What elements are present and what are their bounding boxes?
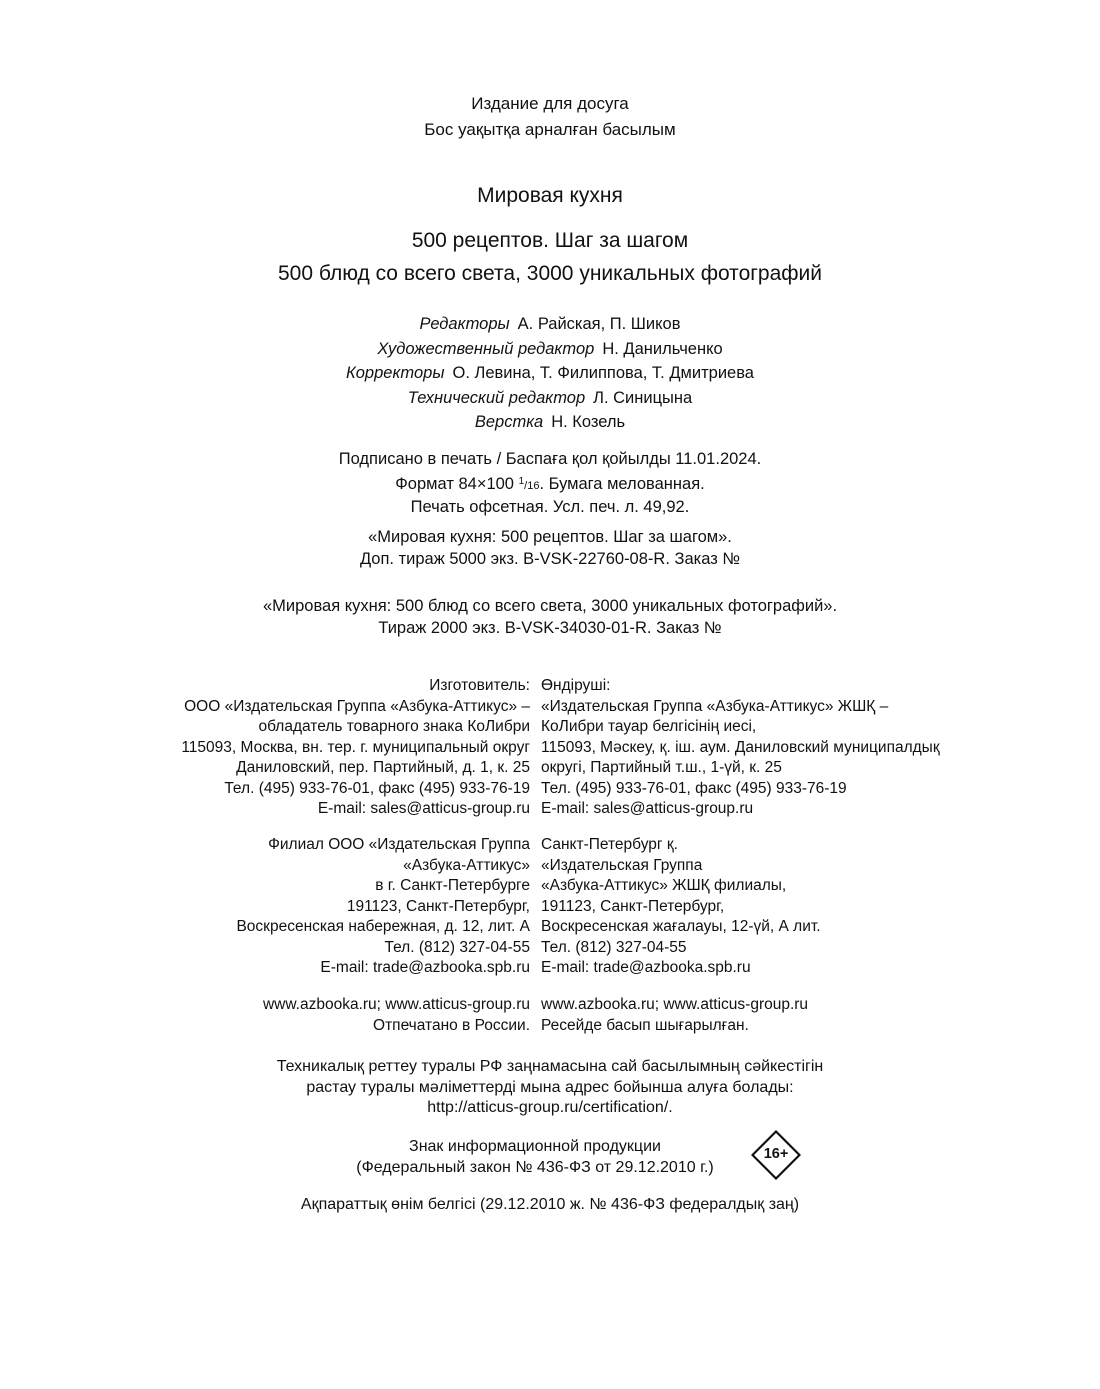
format-suffix: . Бумага мелованная. [539,474,705,493]
branch-ru-line: Филиал ООО «Издательская Группа [268,836,530,853]
header-line-2: Бос уақытқа арналған басылым [424,120,676,139]
credit-role: Верстка [474,413,544,431]
edition-2 [0,596,1100,639]
manufacturer-kz-email: E-mail: sales@atticus-group.ru [541,800,754,817]
manufacturer-ru-line: Даниловский, пер. Партийный, д. 1, к. 25 [236,759,530,776]
credit-role: Редакторы [419,315,510,333]
age-rating-label: 16+ [763,1146,789,1162]
branch-ru-line: Воскресенская набережная, д. 12, лит. А [236,918,530,935]
manufacturer-ru-line: 115093, Москва, вн. тер. г. муниципальный округ [181,738,530,756]
age-rating-badge [751,1130,801,1180]
branch-kz-line: «Издательская Группа [541,856,703,874]
manufacturer-kz-line: Өндіруші: [541,677,611,694]
kz-info-sign: Ақпараттық өнім белгісі (29.12.2010 ж. № 436-ФЗ федералдық заң) [300,1196,800,1213]
branch-ru-line: в г. Санкт-Петербурге [375,877,530,894]
format-fraction-num: 1 [518,475,525,487]
manufacturer-kz [541,676,940,820]
manufacturer-kz-line: 115093, Мәскеу, қ. іш. аум. Даниловский муниципалдық [541,738,940,756]
credit-row-editors [0,314,1100,339]
credits-block [0,314,1100,437]
manufacturer-ru-line: Тел. (495) 933-76-01, факс (495) 933-76-19 [224,779,530,797]
edition-1-run: Доп. тираж 5000 экз. B-VSK-22760-08-R. Заказ № [359,549,741,568]
credit-name: Н. Козель [551,413,626,431]
credit-row-layout [0,412,1100,437]
print-format-line [0,471,1100,498]
web-ru-printed: Отпечатано в России. [373,1016,530,1034]
branch-ru-line: «Азбука-Аттикус» [403,856,530,874]
branch-kz-line: 191123, Санкт-Петербург, [541,897,725,915]
branch-ru [236,835,530,979]
book-subtitle-1: 500 рецептов. Шаг за шагом [411,229,689,252]
branch-ru-line: 191123, Санкт-Петербург, [346,897,530,915]
branch-kz-line: Тел. (812) 327-04-55 [541,938,687,956]
credit-role: Художественный редактор [377,339,595,358]
info-sign-line-1: Знак информационной продукции [409,1138,661,1155]
credit-role: Корректоры [346,364,445,382]
print-method-line: Печать офсетная. Усл. печ. л. 49,92. [410,498,690,516]
certification-block [0,1057,1100,1119]
credit-role: Технический редактор [407,388,586,407]
branch-kz-line: «Азбука-Аттикус» ЖШҚ филиалы, [541,877,787,894]
web-ru [263,995,530,1036]
manufacturer-kz-line: Тел. (495) 933-76-01, факс (495) 933-76-19 [541,779,847,797]
manufacturer-kz-line: округі, Партийный т.ш., 1-үй, к. 25 [541,759,782,776]
edition-1 [0,527,1100,570]
web-kz [541,995,808,1036]
certification-line-1: Техникалық реттеу туралы РФ заңнамасына сай басылымның сәйкестігін [276,1058,824,1075]
print-signed-line: Подписано в печать / Баспаға қол қойылды 11.01.2024. [338,450,762,468]
credit-row-art-editor [0,339,1100,364]
book-subtitle-2: 500 блюд со всего света, 3000 уникальных фотографий [277,262,823,285]
edition-2-run: Тираж 2000 экз. B-VSK-34030-01-R. Заказ № [378,618,722,637]
credit-name: Л. Синицына [593,388,693,407]
branch-ru-line: Тел. (812) 327-04-55 [384,938,530,956]
certification-url: http://atticus-group.ru/certification/. [427,1099,673,1116]
manufacturer-ru [181,676,530,820]
edition-1-title: «Мировая кухня: 500 рецептов. Шаг за шагом». [368,528,732,546]
format-fraction-den: /16 [524,479,540,492]
print-info [0,449,1100,519]
credit-name: Н. Данильченко [602,339,723,358]
branch-kz-line: Воскресенская жағалауы, 12-үй, А лит. [541,918,821,935]
header-line-1: Издание для досуга [471,94,629,113]
credit-row-tech-editor [0,388,1100,413]
manufacturer-kz-line: «Издательская Группа «Азбука-Аттикус» ЖШҚ – [541,697,889,715]
web-ru-sites: www.azbooka.ru; www.atticus-group.ru [262,996,530,1013]
manufacturer-ru-email: E-mail: sales@atticus-group.ru [317,800,530,817]
web-kz-sites: www.azbooka.ru; www.atticus-group.ru [541,996,809,1013]
credit-name: О. Левина, Т. Филиппова, Т. Дмитриева [452,364,754,382]
branch-kz-email: E-mail: trade@azbooka.spb.ru [541,959,751,976]
branch-ru-email: E-mail: trade@azbooka.spb.ru [320,959,530,976]
manufacturer-ru-line: Изготовитель: [429,677,530,694]
info-sign-line-2: (Федеральный закон № 436-ФЗ от 29.12.2010 г.) [356,1159,714,1176]
book-title: Мировая кухня [477,184,623,207]
credit-name: А. Райская, П. Шиков [517,315,681,333]
info-sign-text [330,1136,740,1178]
branch-kz-line: Санкт-Петербург қ. [541,836,678,853]
manufacturer-ru-line: ООО «Издательская Группа «Азбука-Аттикус» – [184,697,530,715]
format-prefix: Формат 84×100 [395,474,514,493]
credit-row-proofreaders [0,363,1100,388]
edition-2-title: «Мировая кухня: 500 блюд со всего света, 3000 уникальных фотографий». [262,597,838,615]
certification-line-2: растау туралы мәліметтерді мына адрес бойынша алуға болады: [306,1078,794,1096]
manufacturer-ru-line: обладатель товарного знака КоЛибри [258,718,530,735]
branch-kz [541,835,821,979]
web-kz-printed: Ресейде басып шығарылған. [541,1016,749,1034]
manufacturer-kz-line: КоЛибри тауар белгісінің иесі, [541,718,757,735]
